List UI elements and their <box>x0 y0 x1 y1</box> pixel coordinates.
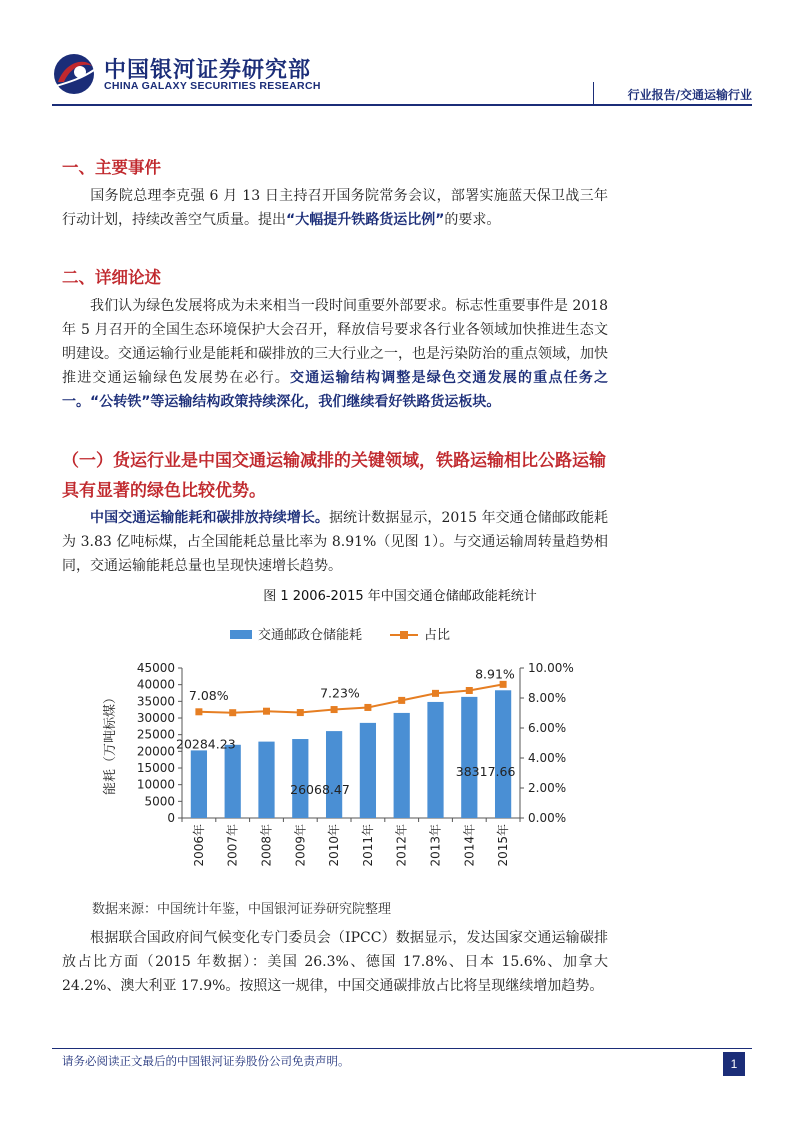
bar <box>461 697 477 818</box>
bar-data-label: 38317.66 <box>455 764 516 779</box>
bar <box>225 745 241 818</box>
bar <box>326 731 342 818</box>
x-tick-label: 2013年 <box>428 824 443 867</box>
share-point <box>195 708 202 715</box>
legend-label: 占比 <box>424 628 451 643</box>
bar-data-label: 20284.23 <box>176 736 236 752</box>
bar-data-label: 26068.47 <box>290 782 350 797</box>
x-tick-label: 2007年 <box>225 824 240 867</box>
subsection-paragraph <box>62 506 608 578</box>
paragraph-text: 根据联合国政府间气候变化专门委员会（IPCC）数据显示，发达国家交通运输碳排放占比方面（2015 年数据）：美国 26.3%、德国 17.8%、日本 15.6%、加拿大 24.2%、澳大利亚 17.9%。按照这一规律，中国交通碳排放占比将呈现继续增加趋势。 <box>62 930 608 994</box>
y-tick-label: 30000 <box>136 711 175 725</box>
legend-line-marker <box>400 631 408 639</box>
share-point <box>500 681 507 688</box>
y-tick-label: 20000 <box>136 744 175 759</box>
section-heading-discussion: 二、详细论述 <box>62 268 161 287</box>
x-tick-label: 2008年 <box>259 824 274 867</box>
x-tick-label: 2006年 <box>191 824 206 867</box>
footer-rule <box>52 1048 752 1049</box>
paragraph-text: 我们认为绿色发展将成为未来相当一段时间重要外部要求。标志性重要事件是 2018 年 5 月召开的全国生态环境保护大会召开，释放信号要求各行业各领域加快推进生态文明建设。交通运输行业是能耗和碳排放的三大行业之一，也是污染防治的重点领域，加快推进交通运输绿色发展势在必行。 <box>62 298 608 386</box>
y-axis-label: 能耗（万吨标煤） <box>103 690 118 796</box>
bar <box>360 723 376 818</box>
y-tick-label: 25000 <box>136 727 175 742</box>
share-point <box>364 704 371 711</box>
x-tick-label: 2009年 <box>293 824 308 867</box>
energy-consumption-chart <box>80 610 600 890</box>
figure-source: 数据来源：中国统计年鉴，中国银河证券研究院整理 <box>92 902 392 917</box>
line-data-label: 8.91% <box>475 666 515 682</box>
y-tick-label: 45000 <box>136 661 175 675</box>
share-point <box>297 709 304 716</box>
galaxy-logo-icon <box>52 52 96 96</box>
y-tick-label: 0 <box>167 811 175 825</box>
paragraph-emphasis: 中国交通运输能耗和碳排放持续增长。 <box>90 510 329 526</box>
y2-tick-label: 8.00% <box>528 691 567 705</box>
paragraph-text: 据统计数据显示，2015 年交通仓储邮政能耗为 3.83 亿吨标煤，占全国能耗总量比率为 8.91%（见图 1）。与交通运输周转量趋势相同，交通运输能耗总量也呈现快速增长趋势。 <box>62 510 609 574</box>
x-tick-label: 2015年 <box>496 824 511 867</box>
org-name-en: CHINA GALAXY SECURITIES RESEARCH <box>104 80 321 92</box>
org-name-cn: 中国银河证券研究部 <box>104 58 312 83</box>
header-separator <box>593 82 594 104</box>
share-point <box>263 708 270 715</box>
header-rule <box>52 104 752 106</box>
paragraph-text: 的要求。 <box>444 212 501 228</box>
x-tick-label: 2010年 <box>327 824 342 867</box>
share-point <box>432 690 439 697</box>
subsection-heading: （一）货运行业是中国交通运输减排的关键领域，铁路运输相比公路运输具有显著的绿色比较优势。 <box>62 451 606 501</box>
bar <box>258 742 274 818</box>
share-point <box>398 697 405 704</box>
y2-tick-label: 4.00% <box>528 751 567 765</box>
figure-title: 图 1 2006-2015 年中国交通仓储邮政能耗统计 <box>263 589 537 604</box>
paragraph-emphasis: “大幅提升铁路货运比例” <box>286 212 445 228</box>
paragraph-emphasis: 交通运输结构调整是绿色交通发展的重点任务之一。“公转铁”等运输结构政策持续深化，我们继续看好铁路货运板块。 <box>62 370 608 410</box>
report-type: 行业报告/交通运输行业 <box>627 88 752 102</box>
x-tick-label: 2012年 <box>394 824 409 867</box>
share-point <box>331 706 338 713</box>
y2-tick-label: 2.00% <box>528 781 567 795</box>
line-data-label: 7.23% <box>320 685 360 701</box>
x-tick-label: 2011年 <box>360 824 375 867</box>
legend-bar-swatch <box>230 630 252 639</box>
bar <box>191 750 207 818</box>
share-point <box>466 687 473 694</box>
section-heading-events: 一、主要事件 <box>62 158 161 177</box>
y-tick-label: 15000 <box>136 761 175 775</box>
y-tick-label: 35000 <box>136 694 175 709</box>
bar <box>292 739 308 818</box>
bar <box>394 713 410 818</box>
section-events-paragraph <box>62 184 608 232</box>
section-discussion-paragraph <box>62 294 608 414</box>
x-tick-label: 2014年 <box>462 824 477 867</box>
closing-paragraph <box>62 926 608 998</box>
footer-disclaimer: 请务必阅读正文最后的中国银河证券股份公司免责声明。 <box>62 1054 350 1068</box>
page-number: 1 <box>723 1052 745 1076</box>
bar <box>427 702 443 818</box>
y2-tick-label: 0.00% <box>528 811 567 825</box>
y-tick-label: 5000 <box>144 794 175 809</box>
bar <box>495 690 511 818</box>
paragraph-text: 国务院总理李克强 6 月 13 日主持召开国务院常务会议，部署实施蓝天保卫战三年行动计划，持续改善空气质量。提出 <box>62 188 608 228</box>
legend-label: 交通邮政仓储能耗 <box>258 628 363 643</box>
y-tick-label: 40000 <box>136 677 175 692</box>
line-data-label: 7.08% <box>188 687 229 703</box>
y2-tick-label: 6.00% <box>528 721 567 735</box>
share-point <box>229 709 236 716</box>
y-tick-label: 10000 <box>136 777 175 792</box>
y2-tick-label: 10.00% <box>528 661 574 675</box>
